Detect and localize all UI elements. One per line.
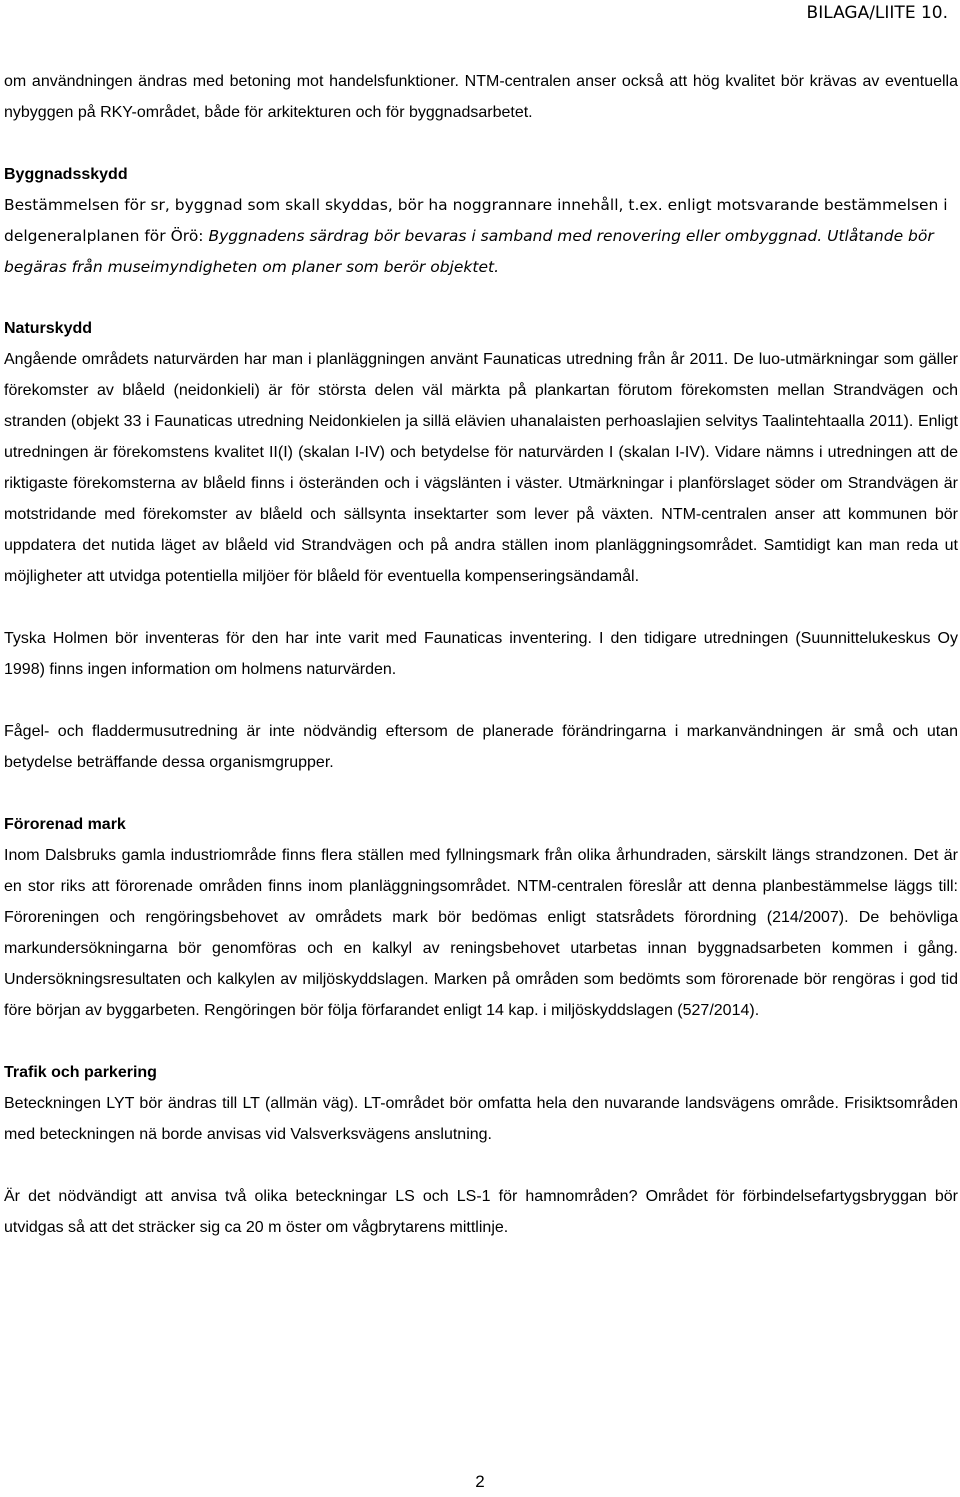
attachment-label: BILAGA/LIITE 10.	[806, 3, 948, 23]
section-heading-byggnadsskydd: Byggnadsskydd	[4, 166, 128, 183]
byggnadsskydd-paragraph	[4, 190, 958, 283]
naturskydd-paragraph-1: Angående områdets naturvärden har man i planläggningen använt Faunaticas utredning från år 2011. De luo-utmärkningar som gäller förekomster av blåeld (neidonkieli) är för största delen väl märkta på plankartan förutom förekomsten mellan Strandvägen och stranden (objekt 33 i Faunaticas utredning Neidonkielen ja sillä elävien uhanalaisten perhoaslajien selvitys Taalintehtaalla 2011). Enligt utredningen är förekomstens kvalitet II(I) (skalan I-IV) och betydelse för naturvärden I (skalan I-IV). Vidare nämns i utredningen att de riktigaste förekomsterna av blåeld finns i österänden och i vägslänten i väster. Utmärkningar i planförslaget söder om Strandvägen är motstridande med förekomster av blåeld och sällsynta insektarter som lever på växten. NTM-centralen anser att kommunen bör uppdatera det nutida läget av blåeld vid Strandvägen och på andra ställen inom planläggningsområdet. Samtidigt kan man reda ut möjligheter att utvidga potentiella miljöer för blåeld för eventuella kompenseringsändamål.	[4, 351, 958, 585]
section-heading-naturskydd: Naturskydd	[4, 320, 93, 337]
document-body	[4, 66, 958, 1243]
byggnadsskydd-text: Bestämmelsen för sr, byggnad som skall skyddas, bör ha noggrannare innehåll, t.ex. enligt motsvarande bestämmelsen i delgeneralplanen för Örö:	[4, 196, 948, 245]
naturskydd-paragraph-3: Fågel- och fladdermusutredning är inte nödvändig eftersom de planerade förändringarna i markanvändningen är små och utan betydelse beträffande dessa organismgrupper.	[4, 723, 958, 771]
page-number: 2	[475, 1472, 485, 1491]
section-heading-fororenad-mark: Förorenad mark	[4, 816, 126, 833]
section-heading-trafik: Trafik och parkering	[4, 1064, 157, 1081]
fororenad-mark-paragraph: Inom Dalsbruks gamla industriområde finns flera ställen med fyllningsmark från olika århundraden, särskilt längs strandzonen. Det är en stor riks att förorenade områden finns inom planläggningsområdet. NTM-centralen föreslår att denna planbestämmelse läggs till: Föroreningen och rengöringsbehovet av områdets mark bör bedömas enligt statsrådets förordning (214/2007). De behövliga markundersökningarna bör genomföras och en kalkyl av reningsbehovet utarbetas innan byggnadsarbeten kommen i gång. Undersökningsresultaten och kalkylen av miljöskyddslagen. Marken på områden som bedömts som förorenade bör rengöras i god tid före början av byggarbeten. Rengöringen bör följa förfarandet enligt 14 kap. i miljöskyddslagen (527/2014).	[4, 847, 958, 1019]
trafik-paragraph-1: Beteckningen LYT bör ändras till LT (allmän väg). LT-området bör omfatta hela den nuvarande landsvägens område. Frisiktsområden med beteckningen nä borde anvisas vid Valsverksvägens anslutning.	[4, 1095, 958, 1143]
trafik-paragraph-2: Är det nödvändigt att anvisa två olika beteckningar LS och LS-1 för hamnområden? Området för förbindelsefartygsbryggan bör utvidgas så att det sträcker sig ca 20 m öster om vågbrytarens mittlinje.	[4, 1188, 958, 1236]
byggnadsskydd-italic-quote: Byggnadens särdrag bör bevaras i samband med renovering eller ombyggnad. Utlåtande bör begäras från museimyndigheten om planer som berör objektet.	[4, 227, 934, 276]
naturskydd-paragraph-2: Tyska Holmen bör inventeras för den har inte varit med Faunaticas inventering. I den tidigare utredningen (Suunnittelukeskus Oy 1998) finns ingen information om holmens naturvärden.	[4, 630, 958, 678]
intro-paragraph: om användningen ändras med betoning mot handelsfunktioner. NTM-centralen anser också att hög kvalitet bör krävas av eventuella nybyggen på RKY-området, både för arkitekturen och för byggnadsarbetet.	[4, 73, 958, 121]
